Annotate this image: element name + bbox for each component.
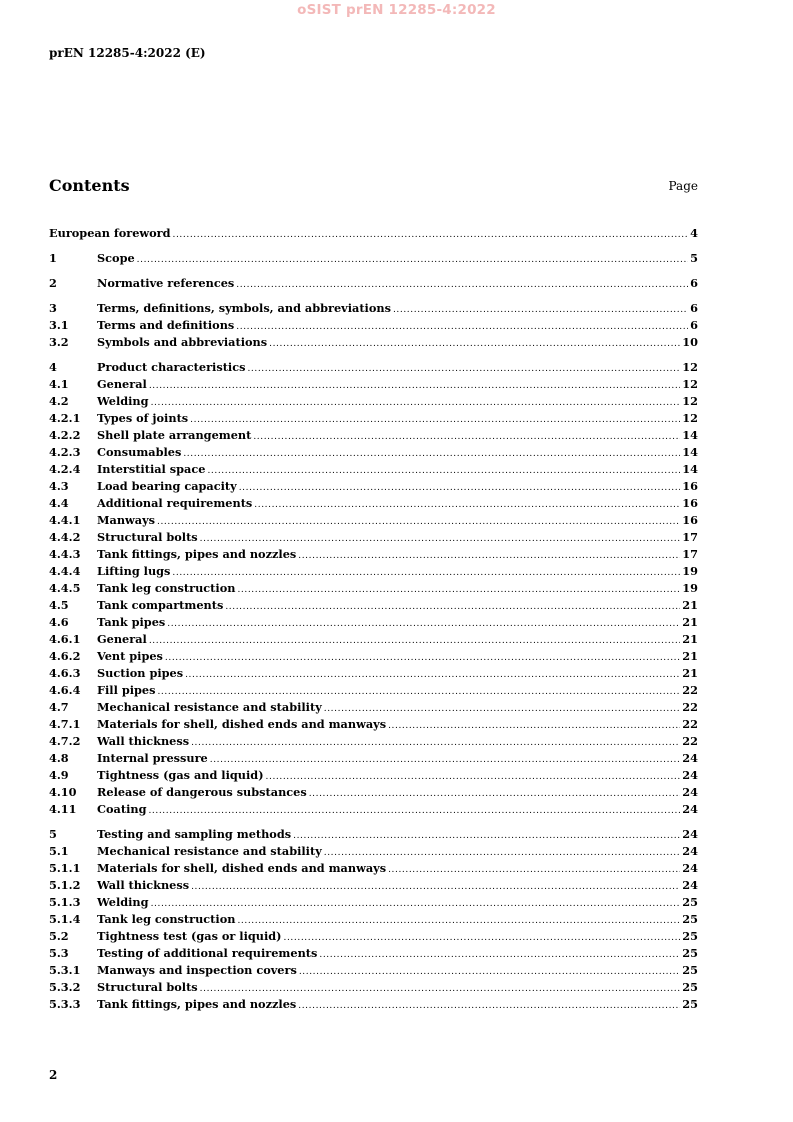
toc-entry-page: 21	[682, 649, 698, 663]
toc-entry-page: 16	[682, 513, 698, 527]
dot-leader	[237, 913, 680, 930]
dot-leader	[137, 252, 688, 269]
toc-entry[interactable]	[49, 317, 698, 334]
toc-entry[interactable]	[49, 225, 698, 242]
toc-entry-page: 19	[682, 581, 698, 595]
toc-entry-page: 25	[682, 895, 698, 909]
toc-entry-title: Shell plate arrangement	[97, 428, 252, 442]
toc-entry-number: 5.2	[49, 929, 69, 943]
toc-entry-title: Fill pipes	[97, 683, 156, 697]
dot-leader	[173, 227, 689, 244]
toc-entry[interactable]	[49, 614, 698, 631]
dot-leader	[298, 548, 680, 565]
toc-entry-page: 24	[682, 751, 698, 765]
toc-entry[interactable]	[49, 894, 698, 911]
toc-entry-page: 14	[682, 462, 698, 476]
document-id: prEN 12285-4:2022 (E)	[49, 46, 206, 60]
toc-entry-title: Vent pipes	[97, 649, 163, 663]
toc-entry-number: 4.5	[49, 598, 69, 612]
toc-entry[interactable]	[49, 631, 698, 648]
toc-entry-number: 4.2.2	[49, 428, 81, 442]
toc-entry-number: 4.9	[49, 768, 69, 782]
toc-entry-title: Mechanical resistance and stability	[97, 700, 322, 714]
toc-entry-number: 4.6.4	[49, 683, 81, 697]
toc-entry-number: 3.1	[49, 318, 69, 332]
toc-entry-page: 14	[682, 428, 698, 442]
toc-entry[interactable]	[49, 911, 698, 928]
toc-entry-title: General	[97, 632, 147, 646]
dot-leader	[237, 582, 680, 599]
toc-entry-title: Tank compartments	[97, 598, 224, 612]
dot-leader	[254, 497, 680, 514]
toc-entry-title: European foreword	[49, 226, 171, 240]
toc-entry-title: Tightness (gas and liquid)	[97, 768, 264, 782]
toc-entry-number: 4.11	[49, 802, 77, 816]
toc-entry-number: 1	[49, 251, 57, 265]
toc-entry-page: 6	[690, 301, 698, 315]
toc-entry-title: Testing and sampling methods	[97, 827, 292, 841]
toc-entry-number: 4.8	[49, 751, 69, 765]
toc-entry-page: 25	[682, 980, 698, 994]
toc-entry-number: 5.3.1	[49, 963, 81, 977]
toc-entry-title: Additional requirements	[97, 496, 253, 510]
dot-leader	[167, 616, 680, 633]
toc-entry-title: Coating	[97, 802, 147, 816]
toc-entry-page: 24	[682, 785, 698, 799]
toc-entry-page: 21	[682, 598, 698, 612]
toc-entry-number: 5.1	[49, 844, 69, 858]
toc-entry-number: 5.1.2	[49, 878, 81, 892]
toc-entry-number: 4.4.3	[49, 547, 81, 561]
toc-entry[interactable]	[49, 750, 698, 767]
toc-entry-title: Types of joints	[97, 411, 189, 425]
dot-leader	[319, 947, 680, 964]
toc-entry-title: Tank leg construction	[97, 581, 236, 595]
toc-entry[interactable]	[49, 648, 698, 665]
toc-entry-page: 25	[682, 963, 698, 977]
toc-entry-title: Terms and definitions	[97, 318, 235, 332]
toc-entry-number: 4.6.3	[49, 666, 81, 680]
toc-entry[interactable]	[49, 376, 698, 393]
toc-entry-number: 4.7.2	[49, 734, 81, 748]
toc-entry[interactable]	[49, 495, 698, 512]
toc-entry-page: 12	[682, 360, 698, 374]
dot-leader	[191, 879, 680, 896]
toc-entry-title: Manways and inspection covers	[97, 963, 297, 977]
toc-entry-number: 4.4	[49, 496, 69, 510]
toc-entry-title: Tank pipes	[97, 615, 166, 629]
toc-entry[interactable]	[49, 877, 698, 894]
toc-entry-page: 24	[682, 861, 698, 875]
toc-entry-title: Tank fittings, pipes and nozzles	[97, 997, 297, 1011]
toc-entry-title: General	[97, 377, 147, 391]
dot-leader	[183, 446, 680, 463]
toc-entry-page: 25	[682, 997, 698, 1011]
toc-entry-number: 4.3	[49, 479, 69, 493]
toc-entry-page: 14	[682, 445, 698, 459]
contents-heading: Contents	[49, 176, 130, 195]
toc-entry[interactable]	[49, 843, 698, 860]
toc-entry-title: Structural bolts	[97, 530, 198, 544]
toc-entry-page: 21	[682, 666, 698, 680]
toc-entry-title: Normative references	[97, 276, 235, 290]
toc-entry-page: 12	[682, 411, 698, 425]
toc-entry-page: 21	[682, 615, 698, 629]
toc-entry-number: 4.10	[49, 785, 77, 799]
toc-entry[interactable]	[49, 359, 698, 376]
toc-entry-page: 6	[690, 318, 698, 332]
toc-entry[interactable]	[49, 393, 698, 410]
toc-entry-title: Manways	[97, 513, 156, 527]
toc-entry-page: 10	[682, 335, 698, 349]
dot-leader	[207, 463, 680, 480]
toc-entry-page: 5	[690, 251, 698, 265]
dot-leader	[210, 752, 681, 769]
toc-entry-number: 4.2.4	[49, 462, 81, 476]
toc-entry-number: 5.1.1	[49, 861, 81, 875]
dot-leader	[388, 862, 680, 879]
toc-entry[interactable]	[49, 979, 698, 996]
toc-entry[interactable]	[49, 784, 698, 801]
toc-entry-number: 5.3.2	[49, 980, 81, 994]
toc-entry-title: Welding	[97, 895, 149, 909]
toc-entry-title: Product characteristics	[97, 360, 246, 374]
toc-entry-page: 16	[682, 496, 698, 510]
toc-entry-number: 4.6.1	[49, 632, 81, 646]
toc-entry-page: 24	[682, 878, 698, 892]
toc-entry[interactable]	[49, 300, 698, 317]
dot-leader	[293, 828, 680, 845]
toc-entry-title: Symbols and abbreviations	[97, 335, 268, 349]
toc-entry-title: Terms, definitions, symbols, and abbreviations	[97, 301, 391, 315]
toc-entry-page: 24	[682, 827, 698, 841]
dot-leader	[388, 718, 680, 735]
toc-entry-title: Scope	[97, 251, 135, 265]
toc-entry-page: 4	[690, 226, 698, 240]
dot-leader	[172, 565, 680, 582]
toc-entry-number: 3.2	[49, 335, 69, 349]
toc-entry-page: 22	[682, 700, 698, 714]
toc-entry[interactable]	[49, 427, 698, 444]
toc-entry-number: 4.6	[49, 615, 69, 629]
toc-entry[interactable]	[49, 962, 698, 979]
toc-entry-page: 12	[682, 377, 698, 391]
toc-entry-page: 12	[682, 394, 698, 408]
toc-entry-title: Tank leg construction	[97, 912, 236, 926]
toc-entry[interactable]	[49, 444, 698, 461]
toc-entry-number: 4	[49, 360, 57, 374]
dot-leader	[299, 964, 680, 981]
toc-entry-number: 4.4.1	[49, 513, 81, 527]
toc-entry[interactable]	[49, 860, 698, 877]
dot-leader	[157, 514, 680, 531]
dot-leader	[191, 735, 680, 752]
toc-entry-title: Wall thickness	[97, 734, 190, 748]
dot-leader	[269, 336, 680, 353]
dot-leader	[149, 378, 680, 395]
toc-entry-number: 5.1.3	[49, 895, 81, 909]
dot-leader	[284, 930, 681, 947]
toc-entry-number: 4.4.5	[49, 581, 81, 595]
toc-entry-page: 17	[682, 530, 698, 544]
toc-entry-title: Consumables	[97, 445, 182, 459]
toc-entry-page: 22	[682, 717, 698, 731]
toc-entry[interactable]	[49, 716, 698, 733]
toc-entry-number: 4.4.2	[49, 530, 81, 544]
toc-entry[interactable]	[49, 461, 698, 478]
toc-entry[interactable]	[49, 334, 698, 351]
toc-entry-number: 2	[49, 276, 57, 290]
toc-entry-number: 4.7.1	[49, 717, 81, 731]
watermark: oSIST prEN 12285-4:2022	[297, 2, 496, 18]
toc-entry-title: Wall thickness	[97, 878, 190, 892]
dot-leader	[266, 769, 681, 786]
toc-entry[interactable]	[49, 580, 698, 597]
toc-entry-page: 22	[682, 683, 698, 697]
toc-entry-number: 4.6.2	[49, 649, 81, 663]
toc-entry-page: 6	[690, 276, 698, 290]
toc-entry-title: Mechanical resistance and stability	[97, 844, 322, 858]
toc-entry[interactable]	[49, 563, 698, 580]
toc-entry-title: Suction pipes	[97, 666, 184, 680]
toc-entry[interactable]	[49, 478, 698, 495]
toc-entry-number: 5	[49, 827, 57, 841]
dot-leader	[165, 650, 680, 667]
toc-entry-number: 4.2.3	[49, 445, 81, 459]
toc-entry-title: Release of dangerous substances	[97, 785, 307, 799]
dot-leader	[393, 302, 688, 319]
toc-entry[interactable]	[49, 826, 698, 843]
toc-entry-number: 4.2	[49, 394, 69, 408]
toc-entry[interactable]	[49, 801, 698, 818]
toc-entry-page: 22	[682, 734, 698, 748]
dot-leader	[298, 998, 680, 1015]
toc-entry[interactable]	[49, 250, 698, 267]
toc-entry-title: Structural bolts	[97, 980, 198, 994]
toc-entry-title: Materials for shell, dished ends and manways	[97, 861, 387, 875]
dot-leader	[236, 277, 688, 294]
table-of-contents	[49, 225, 698, 1013]
toc-entry-number: 4.4.4	[49, 564, 81, 578]
toc-entry-number: 4.2.1	[49, 411, 81, 425]
toc-entry-title: Testing of additional requirements	[97, 946, 318, 960]
toc-entry[interactable]	[49, 767, 698, 784]
dot-leader	[151, 395, 681, 412]
toc-entry[interactable]	[49, 665, 698, 682]
toc-entry-page: 25	[682, 946, 698, 960]
dot-leader	[225, 599, 680, 616]
toc-entry[interactable]	[49, 529, 698, 546]
dot-leader	[185, 667, 680, 684]
toc-entry-number: 5.3	[49, 946, 69, 960]
dot-leader	[239, 480, 681, 497]
toc-entry[interactable]	[49, 546, 698, 563]
toc-entry-page: 25	[682, 912, 698, 926]
toc-entry-number: 3	[49, 301, 57, 315]
toc-entry-page: 25	[682, 929, 698, 943]
toc-entry-title: Tank fittings, pipes and nozzles	[97, 547, 297, 561]
toc-entry-page: 19	[682, 564, 698, 578]
dot-leader	[148, 803, 680, 820]
toc-entry-title: Interstitial space	[97, 462, 206, 476]
dot-leader	[190, 412, 680, 429]
toc-entry[interactable]	[49, 945, 698, 962]
toc-entry-number: 4.1	[49, 377, 69, 391]
toc-entry[interactable]	[49, 699, 698, 716]
toc-entry-title: Internal pressure	[97, 751, 208, 765]
toc-entry[interactable]	[49, 996, 698, 1013]
dot-leader	[149, 633, 680, 650]
toc-entry-page: 16	[682, 479, 698, 493]
toc-entry-page: 17	[682, 547, 698, 561]
toc-entry-title: Tightness test (gas or liquid)	[97, 929, 282, 943]
toc-entry-title: Materials for shell, dished ends and manways	[97, 717, 387, 731]
toc-entry[interactable]	[49, 410, 698, 427]
toc-entry-page: 24	[682, 844, 698, 858]
dot-leader	[309, 786, 681, 803]
toc-entry[interactable]	[49, 512, 698, 529]
toc-entry[interactable]	[49, 733, 698, 750]
toc-entry[interactable]	[49, 928, 698, 945]
page-column-label: Page	[668, 179, 698, 193]
toc-entry-title: Load bearing capacity	[97, 479, 237, 493]
dot-leader	[253, 429, 680, 446]
toc-entry-title: Welding	[97, 394, 149, 408]
toc-entry-title: Lifting lugs	[97, 564, 171, 578]
toc-entry-number: 5.1.4	[49, 912, 81, 926]
toc-entry-page: 21	[682, 632, 698, 646]
toc-entry[interactable]	[49, 682, 698, 699]
toc-entry-number: 5.3.3	[49, 997, 81, 1011]
toc-entry[interactable]	[49, 597, 698, 614]
page-number: 2	[49, 1068, 58, 1082]
toc-entry[interactable]	[49, 275, 698, 292]
dot-leader	[236, 319, 688, 336]
toc-entry-number: 4.7	[49, 700, 69, 714]
dot-leader	[247, 361, 680, 378]
toc-entry-page: 24	[682, 768, 698, 782]
toc-entry-page: 24	[682, 802, 698, 816]
